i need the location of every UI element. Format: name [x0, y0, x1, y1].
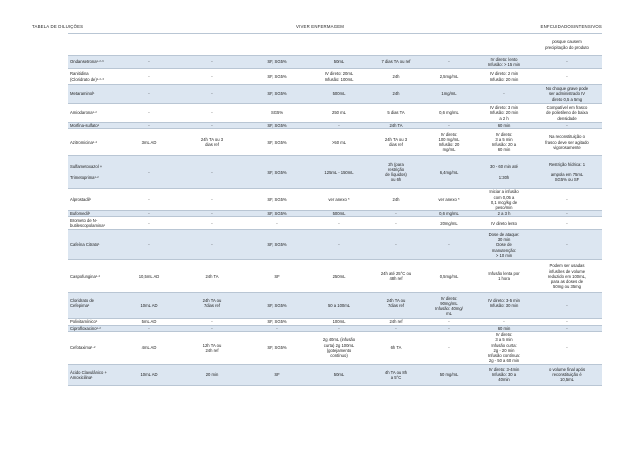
cell-text: IV direto: 20mL Infusão: 100mL [324, 71, 354, 82]
cell-reconstitution-volume [120, 260, 178, 293]
cell-dilution-volume [308, 293, 370, 319]
cell-text: - [448, 242, 450, 248]
cell-text: - [211, 242, 213, 248]
cell-max-concentration [422, 34, 476, 56]
cell-diluted-stability [370, 156, 422, 189]
cell-text: 50mL [333, 372, 345, 378]
cell-text: Restrição hídrica: 1 ampola em 75mL SG5% ou SF [548, 161, 586, 183]
cell-diluted-stability [370, 69, 422, 85]
cell-text: Iniciar a infusão com 0,05 a 0,1 mcg/kg de peso/min [489, 189, 519, 210]
cell-max-concentration [422, 129, 476, 156]
cell-diluent [246, 189, 308, 211]
cell-text: - [211, 59, 213, 65]
cell-text: 60 min [497, 123, 511, 128]
cell-diluent [246, 217, 308, 230]
cell-text: 4h TA ou 8h a 5°C [384, 369, 408, 380]
cell-reconstitution-volume [120, 104, 178, 123]
cell-drug-name [68, 230, 120, 260]
cell-diluent [246, 104, 308, 123]
cell-text: IV direto: 90mg/mL Infusão: 40mg/ mL [435, 295, 463, 317]
cell-drug-name [68, 293, 120, 319]
cell-notes [532, 260, 602, 293]
cell-infusion-time [476, 156, 532, 189]
cell-diluted-stability [370, 85, 422, 104]
cell-infusion-time [476, 104, 532, 123]
cell-text: - [276, 220, 278, 226]
cell-dilution-volume [308, 364, 370, 385]
cell-infusion-time [476, 56, 532, 69]
cell-infusion-time [476, 293, 532, 319]
cell-text: SF, SG5% [267, 319, 287, 325]
cell-text: - [148, 73, 150, 79]
cell-text: 2 a 3 h [497, 211, 511, 217]
cell-text: SF, SG5% [267, 197, 287, 203]
cell-reconstitution-volume [120, 364, 178, 385]
cell-infusion-time [476, 34, 532, 56]
cell-text: - [338, 325, 340, 331]
cell-text: - [566, 303, 568, 309]
cell-text: 24h [392, 197, 400, 203]
cell-text: SF, SG5% [267, 91, 287, 97]
cell-text: Morfina-sulfato¹ [70, 123, 100, 128]
cell-text: Ácido Clavulânico + Amoxicilina¹ [70, 369, 107, 380]
table-row [68, 69, 602, 85]
cell-text: Ciprofloxacino¹·² [70, 325, 101, 331]
cell-text: 24h TA ou 3 dias ref [200, 137, 224, 148]
cell-text: 6,4mg/mL [439, 169, 459, 175]
cell-dilution-volume [308, 331, 370, 364]
cell-text: Azitromicina¹·² [70, 139, 97, 145]
cell-text: - [566, 73, 568, 79]
cell-text: Alprostadil¹ [70, 197, 91, 203]
cell-text: 125mL - 150mL [324, 169, 354, 175]
cell-text: - [148, 91, 150, 97]
cell-text: SF, SG5% [267, 345, 287, 351]
cell-text: Infusão lenta por 1 hora [488, 271, 520, 282]
cell-text: 0,5mg/mL [439, 273, 459, 279]
cell-drug-name [68, 364, 120, 385]
cell-max-concentration [422, 364, 476, 385]
cell-text: 24h TA ou 7dias ref [386, 298, 406, 309]
table-row [68, 331, 602, 364]
table-row [68, 364, 602, 385]
cell-text: IV direto: 3-4min Infusão: 30 a 40min [488, 367, 520, 383]
cell-infusion-time [476, 129, 532, 156]
cell-text: IV direto: 3 min Infusão: 20 min a 2 h [489, 105, 519, 121]
cell-text: - [566, 197, 568, 203]
cell-text: - [211, 110, 213, 116]
cell-text: o volume final após reconstituição é 10,5mL [548, 367, 586, 383]
cell-diluted-stability [370, 293, 422, 319]
cell-text: - [448, 345, 450, 351]
cell-text: SF, SG5% [267, 139, 287, 145]
cell-text: 50 mg/mL [439, 372, 459, 378]
cell-text: Metaraminol¹ [70, 91, 95, 97]
cell-text: Bufomedil¹ [70, 211, 91, 217]
cell-reconstitution-volume [120, 56, 178, 69]
cell-diluent [246, 260, 308, 293]
cell-text: - [395, 220, 397, 226]
cell-text: SF [274, 372, 280, 378]
cell-infusion-time [476, 331, 532, 364]
cell-text: 3mL AD [141, 139, 157, 145]
cell-max-concentration [422, 69, 476, 85]
cell-reconstitution-volume [120, 129, 178, 156]
cell-text: - [148, 197, 150, 203]
cell-notes [532, 56, 602, 69]
cell-text: Ranitidina (Cloridrato de)¹·²·³ [70, 71, 104, 82]
cell-text: IV direto: 3 a 5 min Infusão: 20 a 60 min [491, 131, 517, 153]
cell-max-concentration [422, 230, 476, 260]
cell-max-concentration [422, 189, 476, 211]
cell-text: 5 dias TA [387, 110, 405, 116]
cell-drug-name [68, 260, 120, 293]
cell-reconstituted-stability [178, 129, 246, 156]
cell-text: - [503, 319, 505, 325]
cell-text: 12h TA ou 24h ref [202, 342, 222, 353]
cell-diluted-stability [370, 230, 422, 260]
cell-dilution-volume [308, 69, 370, 85]
table-row [68, 230, 602, 260]
table-row [68, 34, 602, 56]
cell-text: IV direto: 100 mg/mL Infusão: 20 mg/mL [438, 131, 460, 153]
cell-notes [532, 217, 602, 230]
cell-text: IV direto: lento Infusão: > 15 min [487, 56, 521, 67]
cell-text: SF, SG5% [267, 211, 287, 217]
table-row [68, 189, 602, 211]
cell-text: - [211, 123, 213, 128]
cell-reconstitution-volume [120, 293, 178, 319]
cell-infusion-time [476, 364, 532, 385]
cell-reconstituted-stability [178, 189, 246, 211]
cell-text: 24h TA ou 7dias ref [202, 298, 222, 309]
cell-text: - [211, 91, 213, 97]
cell-diluent [246, 364, 308, 385]
cell-reconstitution-volume [120, 156, 178, 189]
cell-text: - [566, 59, 568, 65]
cell-text: 24h [392, 73, 400, 79]
cell-text: 0,6 mg/mL [439, 110, 459, 116]
cell-notes [532, 129, 602, 156]
cell-reconstituted-stability [178, 260, 246, 293]
cell-reconstituted-stability [178, 104, 246, 123]
cell-reconstituted-stability [178, 293, 246, 319]
cell-text: Caspofungina¹·² [70, 273, 101, 279]
cell-text: - [148, 169, 150, 175]
cell-reconstituted-stability [178, 156, 246, 189]
cell-text: Na reconstituição o frasco deve ser agitado vigorosamente [545, 134, 589, 150]
cell-reconstituted-stability [178, 217, 246, 230]
cell-diluted-stability [370, 260, 422, 293]
table-body [68, 34, 602, 386]
cell-text: 50mL [333, 59, 345, 65]
cell-drug-name [68, 34, 120, 56]
cell-notes [532, 230, 602, 260]
cell-drug-name [68, 104, 120, 123]
cell-text: 2,5mg/mL [439, 73, 459, 79]
cell-reconstituted-stability [178, 85, 246, 104]
cell-diluent [246, 69, 308, 85]
cell-diluent [246, 34, 308, 56]
cell-text: 1mg/mL [441, 91, 457, 97]
cell-text: ver anexo * [328, 197, 350, 203]
cell-dilution-volume [308, 230, 370, 260]
cell-text: >50 mL [331, 139, 347, 145]
cell-text: SF [274, 273, 280, 279]
table-row [68, 293, 602, 319]
cell-notes [532, 69, 602, 85]
cell-text: Cloridrato de Cefepima¹ [70, 298, 94, 309]
cell-reconstituted-stability [178, 69, 246, 85]
cell-drug-name [68, 331, 120, 364]
cell-text: 2h (para restrição de líquidos) ou 6h [385, 161, 407, 183]
cell-text: SG5% [270, 110, 284, 116]
table-row [68, 129, 602, 156]
dilution-table [68, 33, 602, 386]
cell-text: - [148, 242, 150, 248]
cell-text: - [503, 91, 505, 97]
cell-reconstitution-volume [120, 69, 178, 85]
cell-text: SF, SG5% [267, 242, 287, 248]
cell-reconstitution-volume [120, 331, 178, 364]
cell-text: 24h TA ou 3 dias ref [384, 137, 408, 148]
cell-infusion-time [476, 85, 532, 104]
cell-text: - [211, 169, 213, 175]
table-row [68, 85, 602, 104]
cell-diluent [246, 56, 308, 69]
cell-text: 24h TA [389, 123, 403, 128]
cell-text: - [566, 319, 568, 325]
cell-reconstitution-volume [120, 34, 178, 56]
cell-text: - [211, 220, 213, 226]
cell-text: - [338, 220, 340, 226]
cell-drug-name [68, 156, 120, 189]
table-row [68, 260, 602, 293]
cell-diluted-stability [370, 104, 422, 123]
cell-max-concentration [422, 331, 476, 364]
cell-text: - [566, 345, 568, 351]
cell-text: - [276, 325, 278, 331]
cell-diluent [246, 331, 308, 364]
cell-infusion-time [476, 217, 532, 230]
cell-text: - [211, 319, 213, 325]
cell-text: ver anexo * [438, 197, 460, 203]
cell-max-concentration [422, 56, 476, 69]
cell-reconstitution-volume [120, 189, 178, 211]
cell-notes [532, 364, 602, 385]
cell-text: Amiodarona¹·² [70, 110, 97, 116]
cell-text: - [338, 242, 340, 248]
cell-text: - [448, 319, 450, 325]
cell-text: IV direto: 2 min Infusão: 20 min [489, 71, 519, 82]
cell-notes [532, 293, 602, 319]
cell-dilution-volume [308, 56, 370, 69]
cell-text: 24h TA [205, 273, 219, 279]
cell-reconstitution-volume [120, 230, 178, 260]
cell-text: - [566, 242, 568, 248]
cell-notes [532, 189, 602, 211]
table-row [68, 104, 602, 123]
cell-text: SF, SG5% [267, 123, 287, 128]
cell-text: 500mL [332, 91, 346, 97]
cell-infusion-time [476, 69, 532, 85]
cell-text: 2g 40mL (infusão curta) 2g 100mL (gotejamento contínuo) [322, 337, 356, 359]
cell-max-concentration [422, 104, 476, 123]
cell-text: - [395, 211, 397, 217]
cell-infusion-time [476, 260, 532, 293]
cell-text: SF, SG5% [267, 303, 287, 309]
cell-diluted-stability [370, 129, 422, 156]
cell-max-concentration [422, 85, 476, 104]
cell-notes [532, 104, 602, 123]
cell-dilution-volume [308, 34, 370, 56]
cell-text: Podem ser usadas infusões de volume reduzido em 100mL, para as doses de 50mg ou 35mg [547, 263, 587, 290]
cell-drug-name [68, 69, 120, 85]
cell-text: - [148, 220, 150, 226]
cell-diluent [246, 129, 308, 156]
header-title-right: ENFCUIDADOSINTENSIVOS [540, 24, 602, 29]
cell-dilution-volume [308, 156, 370, 189]
cell-dilution-volume [308, 260, 370, 293]
cell-text: 10mL AD [140, 303, 158, 309]
cell-max-concentration [422, 156, 476, 189]
cell-text: IV direto: 3 a 5 min Infusão curta: 2g - 20 min Infusão contínua: 2g - 50 a 60 min [487, 332, 521, 364]
cell-text: - [566, 211, 568, 217]
cell-infusion-time [476, 189, 532, 211]
cell-text: 30 - 60 min até 1:30h [490, 164, 518, 180]
table-row [68, 217, 602, 230]
cell-text: 24h [392, 91, 400, 97]
cell-diluent [246, 230, 308, 260]
cell-text: IV direto: 3-5 min Infusão: 30 min [488, 298, 520, 309]
cell-dilution-volume [308, 129, 370, 156]
cell-diluent [246, 85, 308, 104]
cell-diluted-stability [370, 364, 422, 385]
cell-text: 100mL [332, 319, 346, 325]
cell-text: Dose de ataque: 30 min Dose de manutenção: > 10 min [488, 231, 520, 258]
cell-text: - [395, 242, 397, 248]
cell-dilution-volume [308, 85, 370, 104]
cell-text: 250 mL [332, 110, 346, 116]
cell-drug-name [68, 85, 120, 104]
cell-text: 4mL AD [141, 345, 157, 351]
cell-text: - [148, 59, 150, 65]
cell-text: Sulfametoxazol + Trimetoprima¹·² [70, 164, 103, 180]
cell-text: - [566, 123, 568, 128]
cell-text: 5mL AD [141, 319, 157, 325]
cell-text: - [448, 123, 450, 128]
cell-text: - [211, 325, 213, 331]
cell-reconstituted-stability [178, 364, 246, 385]
cell-text: - [211, 73, 213, 79]
cell-text: SF, SG5% [267, 169, 287, 175]
cell-text: - [566, 325, 568, 331]
cell-diluted-stability [370, 189, 422, 211]
cell-text: - [395, 325, 397, 331]
cell-max-concentration [422, 260, 476, 293]
cell-text: 10,5mL AD [138, 273, 160, 279]
cell-text: IV direto lento [491, 220, 517, 226]
cell-reconstituted-stability [178, 331, 246, 364]
cell-text: - [211, 211, 213, 217]
cell-diluted-stability [370, 56, 422, 69]
cell-diluted-stability [370, 331, 422, 364]
cell-drug-name [68, 217, 120, 230]
cell-text: SF, SG5% [267, 59, 287, 65]
cell-text: Brometo de N- butilescopolamina¹ [70, 218, 105, 229]
header-title-center: VIVER ENFERMAGEM [296, 24, 345, 29]
cell-notes [532, 34, 602, 56]
cell-max-concentration [422, 293, 476, 319]
cell-text: 7 dias TA ou ref [381, 59, 411, 65]
cell-text: 60 min [497, 325, 511, 331]
cell-reconstitution-volume [120, 217, 178, 230]
cell-text: 50 a 100mL [327, 303, 351, 309]
cell-text: - [148, 123, 150, 128]
cell-diluent [246, 156, 308, 189]
header-title-left: TABELA DE DILUIÇÕES [32, 24, 84, 29]
cell-diluted-stability [370, 34, 422, 56]
cell-text: 6h TA [390, 345, 402, 351]
cell-text: posque causem precipitação do produto [545, 39, 589, 50]
cell-text: - [148, 211, 150, 217]
cell-drug-name [68, 129, 120, 156]
cell-text: Compatível em frasco de polietileno de baixa densidade [546, 105, 588, 121]
cell-text: 10mL AD [140, 372, 158, 378]
cell-text: 20 min [205, 372, 219, 378]
cell-text: - [211, 197, 213, 203]
cell-drug-name [68, 56, 120, 69]
cell-text: 24h até 25°C ou 48h ref [380, 271, 412, 282]
cell-max-concentration [422, 217, 476, 230]
cell-text: 500mL [332, 211, 346, 217]
table-row [68, 156, 602, 189]
cell-notes [532, 85, 602, 104]
cell-notes [532, 156, 602, 189]
cell-dilution-volume [308, 189, 370, 211]
cell-text: 24h ref [389, 319, 403, 325]
cell-text: - [148, 110, 150, 116]
cell-infusion-time [476, 230, 532, 260]
cell-text: Polivitamínico¹ [70, 319, 98, 325]
cell-text: 20mg/mL [440, 220, 458, 226]
cell-text: Cefotaxima¹·² [70, 345, 96, 351]
cell-reconstitution-volume [120, 85, 178, 104]
cell-text: Ondansetrona¹·²·³ [70, 59, 104, 65]
cell-diluent [246, 293, 308, 319]
cell-drug-name [68, 189, 120, 211]
cell-notes [532, 331, 602, 364]
cell-text: - [148, 325, 150, 331]
cell-text: Cafeína Citrato¹ [70, 242, 100, 248]
cell-reconstituted-stability [178, 34, 246, 56]
cell-dilution-volume [308, 217, 370, 230]
cell-text: - [448, 325, 450, 331]
cell-text: 0,6 mg/mL [439, 211, 459, 217]
cell-text: 250mL [332, 273, 346, 279]
cell-text: - [448, 59, 450, 65]
table-row [68, 56, 602, 69]
cell-reconstituted-stability [178, 230, 246, 260]
cell-text: SF, SG5% [267, 73, 287, 79]
cell-text: No choque grave pode ser administrado IV direto 0,5 a 5mg [545, 86, 589, 102]
cell-text: - [566, 220, 568, 226]
cell-diluted-stability [370, 217, 422, 230]
cell-dilution-volume [308, 104, 370, 123]
cell-text: - [338, 123, 340, 128]
cell-reconstituted-stability [178, 56, 246, 69]
